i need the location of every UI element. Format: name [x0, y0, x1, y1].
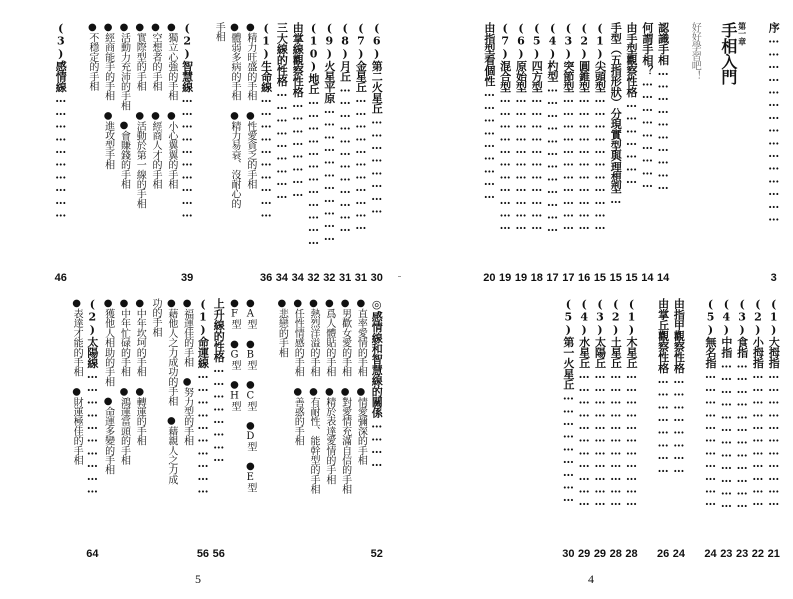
- toc-entry: [609, 22, 622, 284]
- toc-entry-title: ●活動力充沛的手相 ●會賺錢的手相: [118, 22, 130, 189]
- toc-entry-title: (4)中指………………………………: [719, 298, 733, 510]
- toc-entry-page-number: 32: [307, 272, 320, 284]
- toc-entry-page-number: 29: [578, 548, 591, 560]
- toc-entry-title: (7)混合型……………………………: [498, 22, 512, 232]
- toc-entry-title: (1)命運線…………………………: [196, 298, 210, 496]
- toc-entry-title: 三大線的性格………………………: [275, 22, 289, 201]
- toc-entry-title: 由指型看個性………………………: [482, 22, 496, 201]
- toc-entry: [641, 298, 654, 560]
- toc-entry: [657, 22, 670, 284]
- toc-entry-title: 手相: [213, 22, 225, 42]
- toc-entry-page-number: 19: [514, 272, 528, 284]
- toc-entry: [672, 298, 685, 560]
- toc-entry-page-number: 17: [546, 272, 559, 284]
- toc-entry-title: (8)月丘………………………………: [338, 22, 352, 234]
- toc-entry: [339, 298, 352, 560]
- toc-entry: [102, 22, 115, 284]
- toc-entry: [149, 298, 162, 560]
- toc-entry: [499, 22, 512, 284]
- toc-entry-title: ●空想者的手相 ●經商人才的手相: [150, 22, 162, 189]
- toc-entry-page-number: 3: [770, 272, 777, 284]
- toc-entry-title: 第一章: [737, 22, 748, 46]
- toc-bottom-section: [10, 298, 386, 560]
- toc-entry-title: (6)原始型……………………………: [514, 22, 528, 232]
- toc-entry: [720, 298, 733, 560]
- toc-entry: [562, 22, 575, 284]
- toc-entry-title: (4)杓型………………………………: [546, 22, 560, 234]
- toc-entry-title: ●藉他人之力成功的手相 ●藉親人之力成: [165, 298, 177, 485]
- toc-entry-title: ●表達才能的手相 ●財運極佳的手相: [71, 298, 83, 465]
- toc-entry: [102, 298, 115, 560]
- toc-entry-page-number: 19: [499, 272, 512, 284]
- toc-entry-title: 由手型觀察性格…………………: [625, 22, 639, 186]
- toc-entry: [688, 22, 701, 284]
- toc-entry-title: ●獲他人相助的手相 ●命運多變的手相: [102, 298, 114, 475]
- toc-entry-title: (1)生命線…………………………: [259, 22, 273, 220]
- toc-entry: [149, 22, 162, 284]
- toc-entry: [672, 22, 685, 284]
- toc-entry-title: 序………………………………………: [767, 22, 781, 224]
- toc-entry: [514, 22, 527, 284]
- toc-entry-page-number: 26: [657, 548, 670, 560]
- toc-entry: [117, 298, 130, 560]
- toc-bottom-section: [406, 298, 783, 560]
- toc-entry-page-number: 14: [657, 272, 670, 284]
- toc-entry-title: 好好學習吧！: [689, 22, 701, 81]
- toc-entry: [593, 22, 606, 284]
- toc-entry: [291, 22, 304, 284]
- toc-entry-title: 手相入門: [718, 22, 738, 85]
- toc-entry-page-number: 15: [609, 272, 622, 284]
- toc-entry: [578, 22, 591, 284]
- toc-entry-page-number: 30: [370, 272, 383, 284]
- toc-entry-title: (2)土星丘……………………………: [609, 298, 623, 508]
- toc-entry-page-number: 24: [672, 548, 686, 560]
- toc-entry: [354, 22, 367, 284]
- toc-page-left: [0, 0, 396, 599]
- toc-entry: [181, 22, 194, 284]
- toc-entry-page-number: 21: [767, 548, 780, 560]
- toc-entry: [260, 298, 273, 560]
- toc-entry-title: ●精力旺盛的手相 ●性愛貪乏的手相: [244, 22, 256, 189]
- toc-entry: [736, 298, 749, 560]
- toc-entry-title: (5)四方型……………………………: [530, 22, 544, 232]
- toc-entry-title: (2)圓錐型……………………………: [577, 22, 591, 232]
- toc-entry-title: 手型（五指形狀）分現實型與理想型…: [609, 22, 623, 206]
- toc-entry-title: ●中年忙碌的手相 ●鴻運當頭的手相: [118, 298, 130, 465]
- toc-entry-title: 由掌丘觀察性格……………………: [656, 298, 670, 475]
- toc-entry-title: ●男歡女愛的手相 ●對愛情充滿自信的手相: [339, 298, 351, 495]
- toc-entry: [625, 298, 638, 560]
- toc-entry-title: ●不穩定的手相: [86, 22, 98, 91]
- toc-entry-page-number: 17: [562, 272, 575, 284]
- toc-entry: [323, 22, 336, 284]
- toc-entry-title: ●直率愛情的手相 ●情愛彌深的手相: [355, 298, 367, 465]
- toc-entry-page-number: 46: [54, 272, 67, 284]
- toc-entry-title: (7)金星丘……………………………: [354, 22, 368, 232]
- page-number: 5: [195, 572, 201, 586]
- page-number: 4: [588, 572, 594, 586]
- toc-entry-title: 上升線的性格……………………: [212, 298, 226, 464]
- toc-entry-page-number: 16: [578, 272, 591, 284]
- toc-entry: [562, 298, 575, 560]
- toc-entry-page-number: 56: [196, 548, 210, 560]
- toc-entry: [133, 22, 146, 284]
- toc-entry: [181, 298, 194, 560]
- toc-top-section: [10, 22, 386, 284]
- toc-entry: [483, 22, 496, 284]
- toc-entry-title: (3)太陽丘……………………………: [593, 298, 607, 508]
- toc-entry-title: ●爲人體貼的手相 ●精於表達愛情的手相: [323, 298, 335, 485]
- toc-entry-title: ●獨立心強的手相 ●小心翼翼的手相: [165, 22, 177, 189]
- toc-entry-page-number: 31: [354, 272, 368, 284]
- toc-entry: [70, 22, 83, 284]
- toc-entry-page-number: 30: [562, 548, 575, 560]
- toc-entry: [54, 22, 67, 284]
- toc-entry: [370, 298, 383, 560]
- toc-entry-title: ●任性情感的手相 ●善惑的手相: [292, 298, 304, 446]
- toc-entry-page-number: 24: [704, 548, 717, 560]
- toc-entry: [228, 22, 241, 284]
- toc-entry-title: 何謂手相？………………………: [640, 22, 654, 190]
- toc-entry-page-number: 56: [212, 548, 225, 560]
- toc-entry-page-number: 23: [720, 548, 733, 560]
- toc-top-section: [406, 22, 783, 284]
- toc-entry: [307, 298, 320, 560]
- toc-entry-title: (2)小拇指……………………………: [751, 298, 765, 508]
- gutter-mark: [398, 276, 401, 277]
- toc-entry-title: ●體弱多病的手相 ●精力易衰、沒耐心的: [229, 22, 241, 209]
- toc-entry: [688, 298, 701, 560]
- toc-entry: [244, 298, 257, 560]
- toc-entry-title: (3)突節型……………………………: [561, 22, 575, 232]
- toc-entry: [641, 22, 654, 284]
- toc-entry-title: (3)食指………………………………: [735, 298, 749, 510]
- toc-entry-title: (6)第二火星丘……………………: [370, 22, 384, 216]
- toc-entry: [370, 22, 383, 284]
- toc-entry-title: 功的手相: [150, 298, 162, 337]
- toc-entry-page-number: 20: [483, 272, 496, 284]
- toc-entry-page-number: 31: [338, 272, 352, 284]
- toc-entry: [546, 22, 559, 284]
- toc-entry: [165, 298, 178, 560]
- toc-page-right: [396, 0, 793, 599]
- toc-entry: [212, 22, 225, 284]
- toc-entry-page-number: 39: [181, 272, 194, 284]
- toc-entry: [70, 298, 83, 560]
- toc-entry-title: 由指甲觀察性格……………………: [672, 298, 686, 475]
- toc-entry: [86, 298, 99, 560]
- toc-entry: [228, 298, 241, 560]
- toc-entry-title: ●熱烈洋溢的手相 ●有耐性、能幹型的手相: [308, 298, 320, 495]
- toc-entry-title: 由掌線觀察性格……………………: [291, 22, 305, 199]
- toc-entry-page-number: 32: [323, 272, 336, 284]
- toc-entry-page-number: 15: [593, 272, 607, 284]
- toc-entry: [354, 298, 367, 560]
- toc-entry-title: ●中年坎坷的手相 ●轉運的手相: [134, 298, 146, 446]
- toc-entry-title: (1)尖頭型……………………………: [593, 22, 607, 232]
- toc-entry-page-number: 18: [530, 272, 543, 284]
- toc-entry-title: (10)地丘………………………………: [307, 22, 321, 247]
- toc-entry-page-number: 52: [370, 548, 383, 560]
- toc-entry: [704, 298, 717, 560]
- toc-entry-title: 認識手相…………………………: [656, 22, 670, 192]
- toc-entry: [578, 298, 591, 560]
- toc-entry-title: (2)太陽線…………………………: [85, 298, 99, 496]
- toc-entry: [751, 22, 764, 284]
- toc-entry-title: ●A型 ●B型 ●C型 ●D型 ●E型: [244, 298, 256, 493]
- toc-entry: [323, 298, 336, 560]
- toc-entry: [212, 298, 225, 560]
- toc-entry-page-number: 22: [751, 548, 765, 560]
- toc-entry-title: (1)木星丘……………………………: [625, 298, 639, 508]
- toc-entry: [133, 298, 146, 560]
- toc-entry-title: ●福運佳的手相 ●努力型的手相: [181, 298, 193, 446]
- toc-entry-title: ●實際型的手相 ●活動於第一線的手相: [134, 22, 146, 209]
- toc-entry-title: (9)火星平原……………………………: [322, 22, 336, 243]
- toc-entry: [275, 298, 288, 560]
- toc-entry-page-number: 15: [625, 272, 638, 284]
- toc-entry-title: (1)大拇指……………………………: [767, 298, 781, 508]
- toc-entry: [625, 22, 638, 284]
- toc-entry-page-number: 34: [275, 272, 289, 284]
- toc-entry-title: ◎感情線和智慧線的關係…………: [370, 298, 384, 469]
- toc-entry-title: (5)無名指……………………………: [704, 298, 718, 508]
- toc-entry-title: ●悲戀的手相: [276, 298, 288, 358]
- toc-entry-page-number: 36: [260, 272, 273, 284]
- toc-entry-title: ●經商能手的手相 ●進攻型手相: [102, 22, 114, 170]
- toc-entry: [609, 298, 622, 560]
- toc-entry: [307, 22, 320, 284]
- toc-entry-page-number: 28: [625, 548, 638, 560]
- toc-entry-title: (3)感情線…………………………: [54, 22, 68, 220]
- toc-entry-title: (5)第一火星丘………………………: [561, 298, 575, 504]
- toc-entry: [339, 22, 352, 284]
- toc-entry: [530, 22, 543, 284]
- toc-entry: [165, 22, 178, 284]
- toc-entry: [704, 22, 717, 284]
- toc-entry: [196, 22, 209, 284]
- toc-entry: [244, 22, 257, 284]
- toc-entry-page-number: 14: [641, 272, 654, 284]
- toc-entry: [260, 22, 273, 284]
- toc-entry-title: (4)水星丘……………………………: [577, 298, 591, 508]
- toc-entry: [117, 22, 130, 284]
- toc-entry-page-number: 29: [593, 548, 607, 560]
- toc-entry: [767, 22, 780, 284]
- toc-entry: [593, 298, 606, 560]
- toc-entry: [718, 22, 738, 284]
- toc-entry-title: (2)智慧線…………………………: [180, 22, 194, 220]
- toc-entry: [657, 298, 670, 560]
- toc-entry: [767, 298, 780, 560]
- toc-entry-page-number: 34: [291, 272, 304, 284]
- toc-entry-page-number: 64: [86, 548, 99, 560]
- toc-entry: [196, 298, 209, 560]
- toc-entry: [751, 298, 764, 560]
- toc-entry: [275, 22, 288, 284]
- toc-entry: [86, 22, 99, 284]
- toc-entry-page-number: 23: [735, 548, 749, 560]
- toc-entry: [291, 298, 304, 560]
- toc-entry-page-number: 28: [609, 548, 622, 560]
- toc-entry-title: ●F型 ●G型 ●H型: [229, 298, 241, 411]
